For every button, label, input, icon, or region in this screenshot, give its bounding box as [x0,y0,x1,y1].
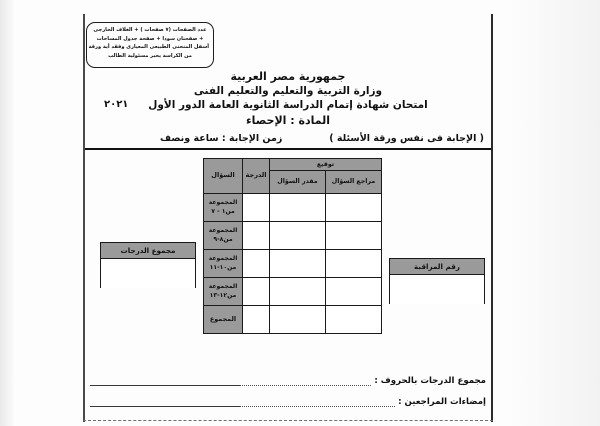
scan-edge-shadow-left [0,0,14,426]
total-in-words-rule [90,377,240,386]
document-heading [100,70,476,127]
note-line-1: عدد الصفحات (٧ صفحات ) + الغلاف الخارجى [93,27,207,33]
header-reviewer: مراجع السؤال [326,171,382,194]
cell-question-label: المجموعة من٨-٩ [204,222,243,250]
total-in-words-input[interactable] [240,377,371,386]
total-marks-label: مجموع الدرجات [101,243,195,259]
table-row [204,306,382,334]
total-marks-field[interactable] [101,259,195,288]
header-signature-group: توقيع [270,159,382,171]
invigilation-number-label: رقم المراقبة [390,259,484,275]
cell-reviewer-signature[interactable] [326,306,382,334]
exam-title-row [100,99,476,111]
cell-reviewer-signature[interactable] [326,194,382,222]
bottom-fields [90,376,486,418]
note-line-3: أسفل المنحنى الطبيعى المعيارى وفقد أية ورقة [88,44,209,51]
header-question: السؤال [204,159,243,194]
cell-grader-signature[interactable] [270,306,326,334]
subject-title: المادة : الإحصاء [245,114,331,127]
cell-degree[interactable] [243,194,270,222]
cell-reviewer-signature[interactable] [326,222,382,250]
exam-year: ٢٠٢١ [104,99,129,110]
cell-degree[interactable] [243,250,270,278]
cell-question-label: المجموعة من١ - ٧ [204,194,243,222]
field-row-total-in-words [90,376,486,386]
answer-placement-note: ( الإجابة فى نفس ورقة الأسئلة ) [329,133,484,144]
reviewer-signatures-rule [90,398,240,407]
table-header-row-1 [204,159,382,171]
invigilation-number-field[interactable] [390,275,484,304]
page-bottom-dashed-edge [83,420,493,421]
cell-reviewer-signature[interactable] [326,278,382,306]
cell-grader-signature[interactable] [270,194,326,222]
reviewer-signatures-label: إمضاءات المراجعين : [398,397,486,407]
instructions-row [88,133,488,147]
header-grader: مقدر السؤال [270,171,326,194]
reviewer-signatures-input[interactable] [240,398,395,407]
header-divider-rule [85,148,491,150]
cell-grader-signature[interactable] [270,278,326,306]
total-marks-box [100,242,196,288]
grading-table-head [204,159,382,194]
cell-degree[interactable] [243,278,270,306]
cell-degree[interactable] [243,306,270,334]
cell-reviewer-signature[interactable] [326,250,382,278]
table-row [204,250,382,278]
cell-question-label: المجموعة من١٢-١٣ [204,278,243,306]
ministry-title: وزارة التربية والتعليم والتعليم الفنى [193,85,383,97]
page-count-note-box [86,22,214,68]
country-title: جمهورية مصر العربية [230,70,346,83]
table-row [204,222,382,250]
field-row-reviewer-signatures [90,397,486,407]
invigilation-number-box [389,258,485,304]
total-in-words-label: مجموع الدرجات بالحروف : [374,376,486,386]
exam-title: امتحان شهادة إتمام الدراسة الثانوية العامة الدور الأول [148,99,428,111]
note-line-4: من الكراسة يخبر مسئولية الطالب [108,52,192,59]
grading-table [203,158,382,334]
table-row [204,278,382,306]
cell-degree[interactable] [243,222,270,250]
grading-table-body [204,194,382,334]
answer-time-note: زمن الإجابة : ساعة ونصف [160,133,283,144]
cell-grader-signature[interactable] [270,250,326,278]
scan-edge-shadow-right [508,0,600,426]
table-row [204,194,382,222]
note-line-2: + صفحتان سودا + صفحة جدول المساحات [96,35,204,42]
header-degree: الدرجة [243,159,270,194]
cell-question-label: المجموعة من١٠-١١ [204,250,243,278]
cell-grader-signature[interactable] [270,222,326,250]
cell-question-label: المجموع [204,306,243,334]
